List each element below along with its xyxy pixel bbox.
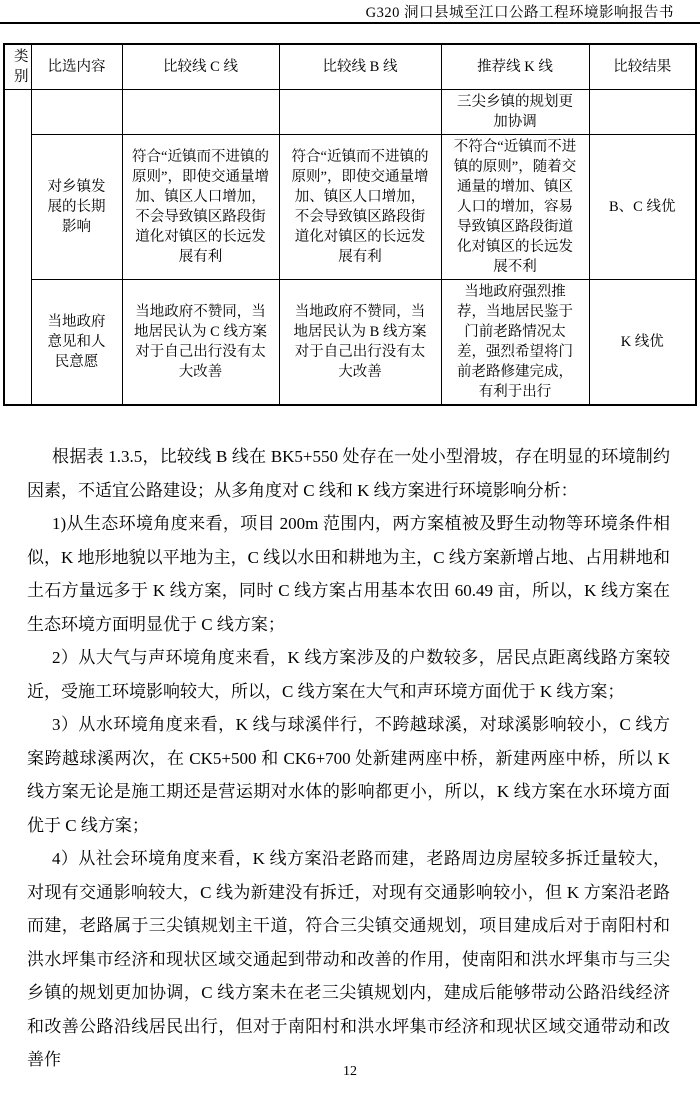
col-header-category: 类别 [4, 44, 31, 90]
cell-result: K 线优 [589, 280, 696, 406]
cell-result [589, 90, 696, 135]
paragraph-item-2: 2）从大气与声环境角度来看，K 线方案涉及的户数较多，居民点距离线路方案较近，受施工环境影响较大，所以，C 线方案在大气和声环境方面优于 K 线方案； [27, 648, 670, 701]
cell-line-c: 符合“近镇而不进镇的原则”，即使交通量增加、镇区人口增加，不会导致镇区路段街道化对镇区的长远发展有利 [122, 135, 279, 280]
table-row [4, 280, 696, 406]
cell-line-c: 当地政府不赞同，当地居民认为 C 线方案对于自己出行没有太大改善 [122, 280, 279, 406]
col-header-comparison-item: 比选内容 [31, 44, 122, 90]
cell-line-k: 当地政府强烈推荐，当地居民鉴于门前老路情况太差，强烈希望将门前老路修建完成，有利于出行 [441, 280, 589, 406]
page-footer [0, 1064, 700, 1080]
table-header-row [4, 44, 696, 90]
cell-line-c [122, 90, 279, 135]
page-number: 12 [343, 1064, 357, 1079]
cell-category [4, 90, 31, 406]
col-header-result: 比较结果 [589, 44, 696, 90]
cell-comparison-item [31, 90, 122, 135]
table-row [4, 90, 696, 135]
cell-line-b [279, 90, 441, 135]
paragraph-item-4: 4）从社会环境角度来看，K 线方案沿老路而建，老路周边房屋较多拆迁量较大，对现有交通影响较大，C 线为新建没有拆迁，对现有交通影响较小，但 K 方案沿老路而建，老路属于三尖镇规划主干道，符合三尖镇交通规划，项目建成后对于南阳村和洪水坪集市经济和现状区域交通起到带动和改善的作用，使南阳和洪水坪集市与三尖乡镇的规划更加协调，C 线方案未在老三尖镇规划内，建成后能够带动公路沿线经济和改善公路沿线居民出行，但对于南阳村和洪水坪集市经济和现状区域交通带动和改善作 [27, 849, 670, 1069]
table-row [4, 135, 696, 280]
paragraph-intro: 根据表 1.3.5，比较线 B 线在 BK5+550 处存在一处小型滑坡，存在明显的环境制约因素，不适宜公路建设；从多角度对 C 线和 K 线方案进行环境影响分析： [27, 447, 670, 500]
cell-comparison-item: 对乡镇发展的长期影响 [31, 135, 122, 280]
col-header-line-c: 比较线 C 线 [122, 44, 279, 90]
document-title: G320 洞口县城至江口公路工程环境影响报告书 [365, 5, 674, 21]
cell-line-k: 三尖乡镇的规划更加协调 [441, 90, 589, 135]
body-text [27, 440, 670, 1077]
cell-result: B、C 线优 [589, 135, 696, 280]
route-comparison-table [3, 43, 697, 406]
col-header-line-k: 推荐线 K 线 [441, 44, 589, 90]
paragraph-item-3: 3）从水环境角度来看，K 线与球溪伴行，不跨越球溪，对球溪影响较小，C 线方案跨越球溪两次，在 CK5+500 和 CK6+700 处新建两座中桥，新建两座中桥，所以 K 线方案无论是施工期还是营运期对水体的影响都更小，所以，K 线方案在水环境方面优于 C 线方案； [27, 715, 670, 835]
page-header [0, 0, 700, 24]
cell-line-b: 符合“近镇而不进镇的原则”，即使交通量增加、镇区人口增加，不会导致镇区路段街道化对镇区的长远发展有利 [279, 135, 441, 280]
cell-comparison-item: 当地政府意见和人民意愿 [31, 280, 122, 406]
cell-line-b: 当地政府不赞同，当地居民认为 B 线方案对于自己出行没有太大改善 [279, 280, 441, 406]
cell-line-k: 不符合“近镇而不进镇的原则”，随着交通量的增加、镇区人口的增加，容易导致镇区路段街道化对镇区的长远发展不利 [441, 135, 589, 280]
paragraph-item-1: 1)从生态环境角度来看，项目 200m 范围内，两方案植被及野生动物等环境条件相似，K 地形地貌以平地为主，C 线以水田和耕地为主，C 线方案新增占地、占用耕地和土石方量远多于 K 线方案，同时 C 线方案占用基本农田 60.49 亩，所以，K 线方案在生态环境方面明显优于 C 线方案； [27, 514, 670, 634]
col-header-line-b: 比较线 B 线 [279, 44, 441, 90]
